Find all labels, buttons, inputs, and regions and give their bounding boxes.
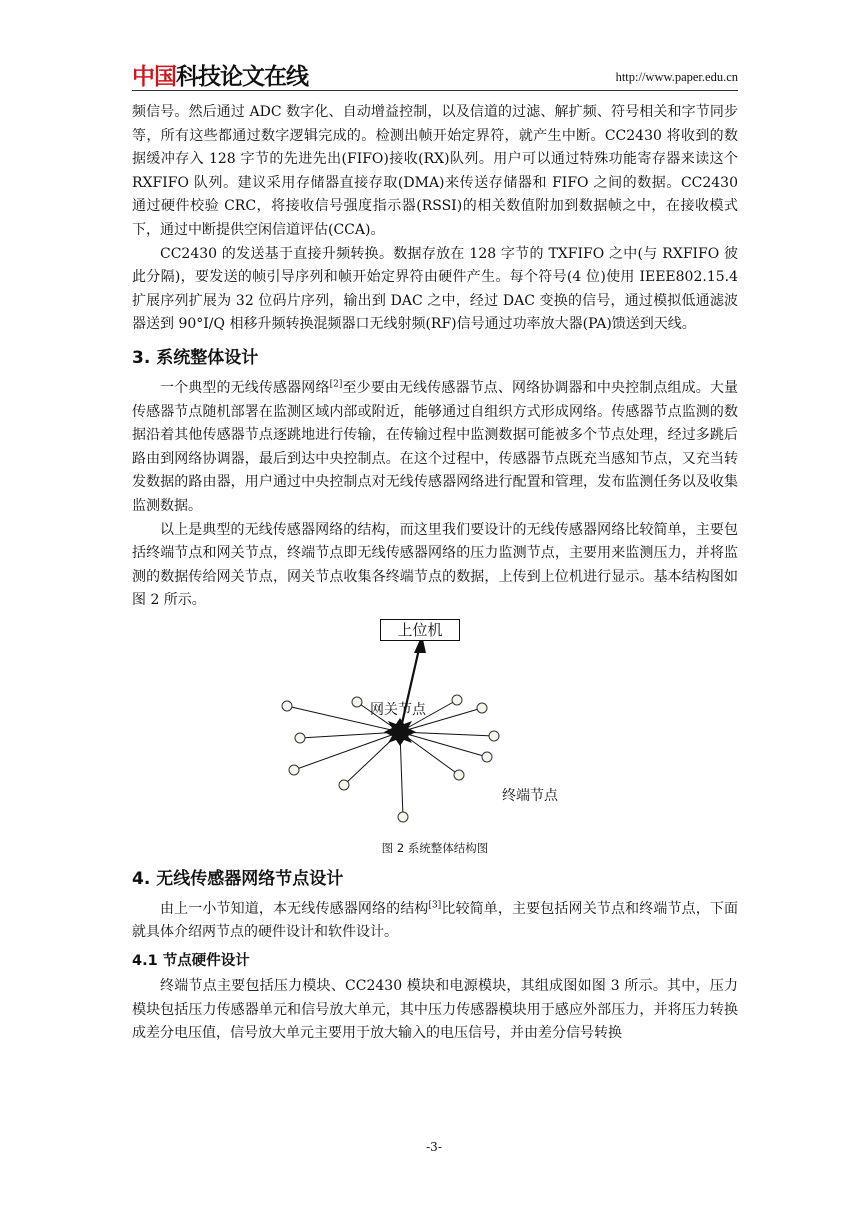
terminal-node: [482, 752, 492, 762]
terminal-node: [352, 697, 362, 707]
paragraph: 终端节点主要包括压力模块、CC2430 模块和电源模块，其组成图如图 3 所示。其中，压力模块包括压力传感器单元和信号放大单元，其中压力传感器模块用于感应外部压力，并将压力转换成差分电压值，信号放大单元主要用于放大输入的电压信号，并由差分信号转换: [132, 978, 738, 1042]
paragraph: 由上一小节知道，本无线传感器网络的结构[3]比较简单，主要包括网关节点和终端节点，下面就具体介绍两节点的硬件设计和软件设计。: [132, 900, 739, 941]
figure-caption: 图 2 系统整体结构图: [381, 840, 489, 855]
paragraph: 一个典型的无线传感器网络[2]至少要由无线传感器节点、网络协调器和中央控制点组成。大量传感器节点随机部署在监测区域内部或附近，能够通过自组织方式形成网络。传感器节点监测的数据沿着其他传感器节点逐跳地进行传输，在传输过程中监测数据可能被多个节点处理，经过多跳后路由到网络协调器，最后到达中央控制点。在这个过程中，传感器节点既充当感知节点，又充当转发数据的路由器，用户通过中央控制点对无线传感器网络进行配置和管理，发布监测任务以及收集监测数据。: [132, 379, 739, 514]
section-heading-3: 3. 系统整体设计: [132, 347, 259, 368]
terminal-node: [452, 695, 462, 705]
system-structure-figure: [132, 615, 738, 840]
site-logo: 中国科技论文在线: [132, 64, 308, 90]
terminal-node: [282, 701, 292, 711]
paragraph: 以上是典型的无线传感器网络的结构，而这里我们要设计的无线传感器网络比较简单，主要包括终端节点和网关节点，终端节点即无线传感器网络的压力监测节点，主要用来监测压力，并将监测的数据传给网关节点，网关节点收集各终端节点的数据，上传到上位机进行显示。基本结构图如图 2 所示。: [132, 521, 738, 609]
page-body: [132, 101, 738, 1046]
header-rule: [132, 90, 738, 91]
citation-ref: [3]: [428, 900, 442, 911]
terminal-node: [339, 780, 349, 790]
host-computer-box: 上位机: [380, 619, 460, 641]
terminal-node: [295, 733, 305, 743]
uplink-arrow: [400, 649, 419, 732]
gateway-node: [384, 718, 416, 746]
citation-ref: [2]: [329, 379, 343, 390]
terminal-node: [289, 765, 299, 775]
section-heading-4: 4. 无线传感器网络节点设计: [132, 868, 344, 889]
terminal-node: [477, 703, 487, 713]
gateway-node-label: 网关节点: [370, 701, 426, 718]
page-header: [132, 56, 738, 90]
paragraph: CC2430 的发送基于直接升频转换。数据存放在 128 字节的 TXFIFO 之中(与 RXFIFO 彼此分隔)，要发送的帧引导序列和帧开始定界符由硬件产生。每个符号(4 位)使用 IEEE802.15.4 扩展序列扩展为 32 位码片序列，输出到 DAC 之中，经过 DAC 变换的信号，通过模拟低通滤波器送到 90°I/Q 相移升频转换混频器口无线射频(RF)信号通过功率放大器(PA)馈送到天线。: [132, 245, 738, 333]
terminal-node-label: 终端节点: [502, 787, 558, 804]
page-number: -3-: [426, 1140, 442, 1154]
terminal-node: [398, 812, 408, 822]
network-diagram: [132, 615, 738, 840]
subsection-heading-4-1: 4.1 节点硬件设计: [132, 953, 250, 970]
terminal-node: [489, 731, 499, 741]
header-url[interactable]: http://www.paper.edu.cn: [615, 70, 738, 84]
terminal-node: [454, 770, 464, 780]
paragraph: 频信号。然后通过 ADC 数字化、自动增益控制，以及信道的过滤、解扩频、符号相关和字节同步等，所有这些都通过数字逻辑完成的。检测出帧开始定界符，就产生中断。CC2430 将收到的数据缓冲存入 128 字节的先进先出(FIFO)接收(RX)队列。用户可以通过特殊功能寄存器来读这个 RXFIFO 队列。建议采用存储器直接存取(DMA)来传送存储器和 FIFO 之间的数据。CC2430 通过硬件校验 CRC，将接收信号强度指示器(RSSI)的相关数值附加到数据帧之中，在接收模式下，通过中断提供空闲信道评估(CCA)。: [132, 104, 738, 238]
